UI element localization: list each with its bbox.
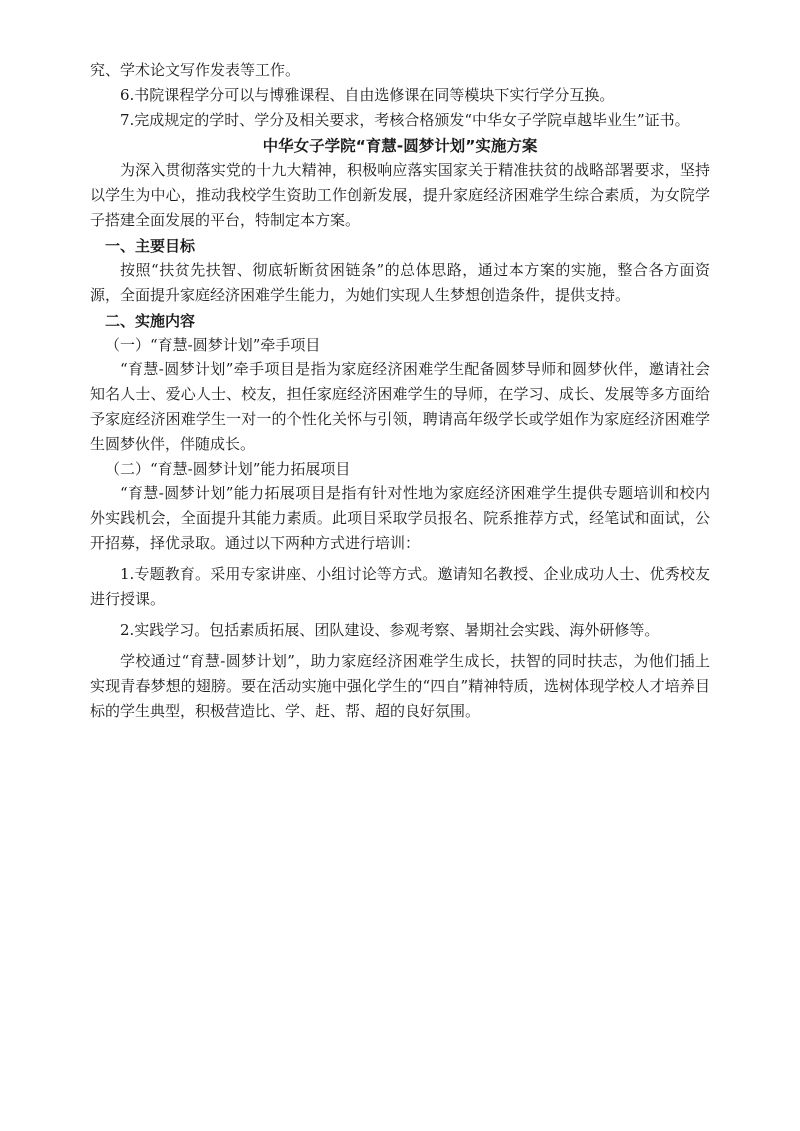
subsection1-heading: （一）“育慧-圆梦计划”牵手项目 — [105, 336, 321, 354]
intro-paragraph: 为深入贯彻落实党的十九大精神，积极响应落实国家关于精准扶贫的战略部署要求，坚持以学生为中心，推动我校学生资助工作创新发展，提升家庭经济困难学生综合素质，为女院学子搭建全面发展的平台，特制定本方案。 — [90, 161, 710, 229]
training-item-1: 1.专题教育。采用专家讲座、小组讨论等方式。邀请知名教授、企业成功人士、优秀校友进行授课。 — [90, 565, 710, 608]
continuation-text: 究、学术论文写作发表等工作。 — [90, 61, 301, 79]
subsection1-body: “育慧-圆梦计划”牵手项目是指为家庭经济困难学生配备圆梦导师和圆梦伙伴，邀请社会知名人士、爱心人士、校友，担任家庭经济困难学生的导师，在学习、成长、发展等多方面给予家庭经济困难学生一对一的个性化关怀与引领，聘请高年级学长或学姐作为家庭经济困难学生圆梦伙伴，伴随成长。 — [90, 360, 710, 453]
closing-paragraph: 学校通过“育慧-圆梦计划”，助力家庭经济困难学生成长，扶智的同时扶志，为他们插上实现青春梦想的翅膀。要在活动实施中强化学生的“四自”精神特质，选树体现学校人才培养目标的学生典型，积极营造比、学、赶、帮、超的良好氛围。 — [90, 652, 710, 720]
document-title: 中华女子学院“育慧-圆梦计划”实施方案 — [262, 137, 538, 155]
subsection2-body: “育慧-圆梦计划”能力拓展项目是指有针对性地为家庭经济困难学生提供专题培训和校内外实践机会，全面提升其能力素质。此项目采取学员报名、院系推荐方式，经笔试和面试，公开招募，择优录取。通过以下两种方式进行培训： — [90, 484, 710, 552]
section1-body: 按照“扶贫先扶智、彻底斩断贫困链条”的总体思路，通过本方案的实施，整合各方面资源，全面提升家庭经济困难学生能力，为她们实现人生梦想创造条件，提供支持。 — [90, 261, 710, 304]
section2-heading: 二、实施内容 — [105, 312, 196, 330]
list-item-6: 6.书院课程学分可以与博雅课程、自由选修课在同等模块下实行学分互换。 — [120, 86, 615, 104]
list-item-7: 7.完成规定的学时、学分及相关要求，考核合格颁发“中华女子学院卓越毕业生”证书。 — [120, 111, 690, 129]
training-item-2: 2.实践学习。包括素质拓展、团队建设、参观考察、暑期社会实践、海外研修等。 — [120, 621, 660, 639]
section1-heading: 一、主要目标 — [105, 237, 196, 255]
subsection2-heading: （二）“育慧-圆梦计划”能力拓展项目 — [105, 460, 351, 478]
